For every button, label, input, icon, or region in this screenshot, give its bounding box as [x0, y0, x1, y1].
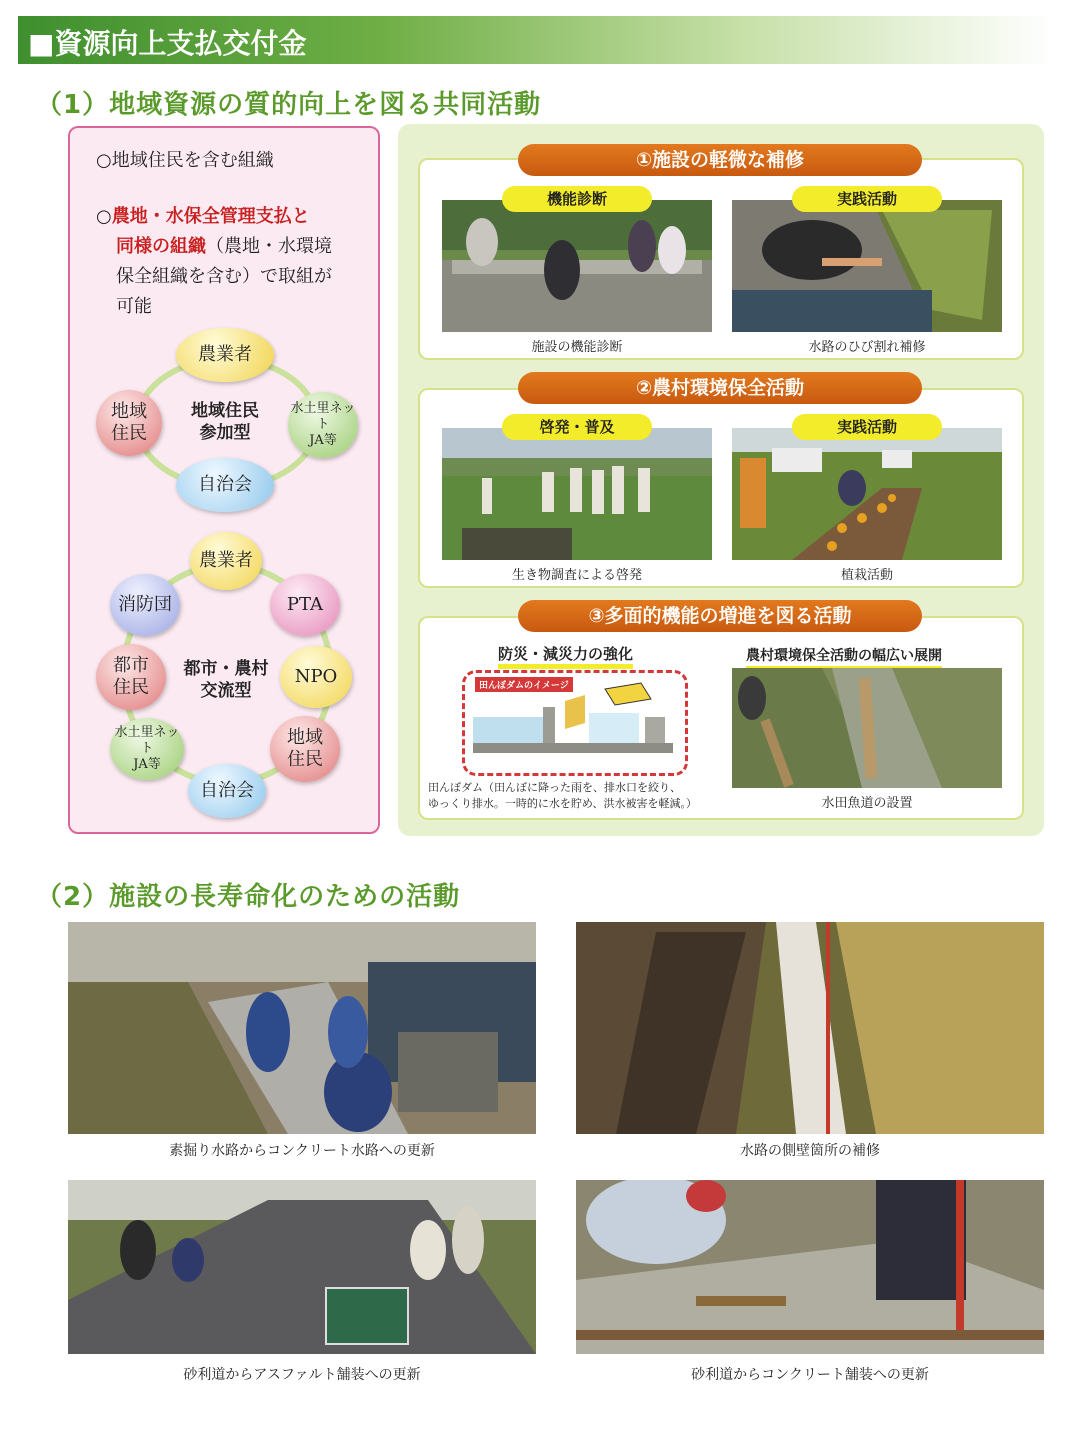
- diagram2-midleft-line2: 住民: [113, 677, 149, 698]
- diagram2-midori-net: [110, 718, 184, 780]
- photo4-caption: 砂利道からコンクリート舗装への更新: [691, 1367, 929, 1383]
- diagram1-left-line1: 地域: [111, 401, 147, 422]
- diagram2-fire-brigade: 消防団: [110, 574, 180, 636]
- photo-creature-survey: [442, 428, 712, 560]
- org-line3: 保全組織を含む）で取組が: [116, 266, 332, 287]
- photo-function-diagnosis: [442, 200, 712, 332]
- photo-asphalt-paving: [68, 1180, 536, 1354]
- diagram1-center: [180, 400, 270, 444]
- paddy-dam-diagram: [462, 670, 688, 776]
- photo3-caption: 砂利道からアスファルト舗装への更新: [183, 1367, 421, 1383]
- photo-concrete-paving: [576, 1180, 1044, 1354]
- diagram1-midori-net: [288, 392, 358, 458]
- box2-right-caption: 植栽活動: [840, 568, 893, 583]
- box3-right-sub: 農村環境保全活動の幅広い展開: [746, 646, 942, 671]
- box2-left-pill: 啓発・普及: [502, 414, 652, 440]
- activities-panel: [398, 124, 1044, 836]
- diagram2-lowerleft-line2: JA等: [133, 757, 161, 772]
- diagram1-left-line2: 住民: [111, 423, 147, 444]
- diagram1-right-line2: JA等: [309, 433, 337, 448]
- diagram1-center-line2: 参加型: [199, 423, 251, 443]
- org-line2-rest: （農地・水環境: [206, 236, 332, 257]
- diagram2-lowerright-line2: 住民: [287, 749, 323, 770]
- box2-left-caption: 生き物調査による啓発: [511, 568, 642, 583]
- photo2-caption: 水路の側壁箇所の補修: [740, 1143, 880, 1159]
- diagram2-center-line2: 交流型: [200, 681, 252, 701]
- photo-paddy-fishway: [732, 668, 1002, 788]
- diagram2-center-line1: 都市・農村: [183, 659, 269, 679]
- diagram2-farmers: 農業者: [190, 532, 262, 590]
- diagram2-pta: PTA: [270, 574, 340, 636]
- org-line1: ○地域住民を含む組織: [96, 150, 274, 171]
- box1-left-pill: 機能診断: [502, 186, 652, 212]
- box3-left-sub: 防災・減災力の強化: [498, 644, 633, 669]
- box2-header: ②農村環境保全活動: [518, 372, 922, 404]
- diagram1-local-residents: [96, 390, 162, 456]
- org-line2-red-a: 農地・水保全管理支払と: [111, 206, 310, 227]
- photo1-caption: 素掘り水路からコンクリート水路への更新: [169, 1143, 435, 1159]
- photo-concrete-channel-update: [68, 922, 536, 1134]
- section-header-bar: [18, 16, 1054, 64]
- diagram2-urban-residents: [96, 644, 166, 710]
- org-line2: [96, 202, 376, 322]
- diagram1-center-line1: 地域住民: [191, 401, 259, 421]
- section1-title: （1）地域資源の質的向上を図る共同活動: [36, 90, 542, 120]
- diagram2-center: [178, 658, 274, 702]
- diagram2-town-council: 自治会: [188, 764, 266, 818]
- box1-header: ①施設の軽微な補修: [518, 144, 922, 176]
- diagram2-midleft-line1: 都市: [113, 655, 149, 676]
- org-line2-prefix: ○: [96, 206, 112, 227]
- diagram1-right-line1: 水土里ネット: [290, 401, 356, 432]
- paddy-dam-drawing: [465, 673, 685, 773]
- photo-planting: [732, 428, 1002, 560]
- diagram2-local-residents: [270, 716, 340, 782]
- box3-header: ③多面的機能の増進を図る活動: [518, 600, 922, 632]
- diagram2-npo: NPO: [280, 646, 352, 708]
- box1-left-caption: 施設の機能診断: [531, 340, 623, 355]
- box3-left-caption: [428, 780, 728, 812]
- diagram1-farmers: 農業者: [176, 328, 274, 382]
- organization-panel: [68, 126, 380, 834]
- diagram1-town-council: 自治会: [176, 458, 274, 512]
- diagram2-lowerright-line1: 地域: [287, 727, 323, 748]
- org-line2-red-b: 同様の組織: [116, 236, 206, 257]
- org-line4: 可能: [116, 296, 152, 317]
- photo-sidewall-repair: [576, 922, 1044, 1134]
- box2-right-pill: 実践活動: [792, 414, 942, 440]
- page-title: ■資源向上支払交付金: [28, 27, 307, 60]
- box3-left-caption-line1: 田んぼダム（田んぼに降った雨を、排水口を絞り、: [428, 781, 681, 794]
- diagram2-lowerleft-line1: 水土里ネット: [114, 725, 180, 756]
- photo-crack-repair: [732, 200, 1002, 332]
- section2-title: （2）施設の長寿命化のための活動: [36, 882, 461, 912]
- box1-right-pill: 実践活動: [792, 186, 942, 212]
- paddy-dam-diagram-title: 田んぼダムのイメージ: [475, 677, 573, 692]
- box3-left-caption-line2: ゆっくり排水。一時的に水を貯め、洪水被害を軽減。）: [428, 797, 697, 810]
- box3-right-caption: 水田魚道の設置: [821, 796, 913, 811]
- box1-right-caption: 水路のひび割れ補修: [808, 340, 926, 355]
